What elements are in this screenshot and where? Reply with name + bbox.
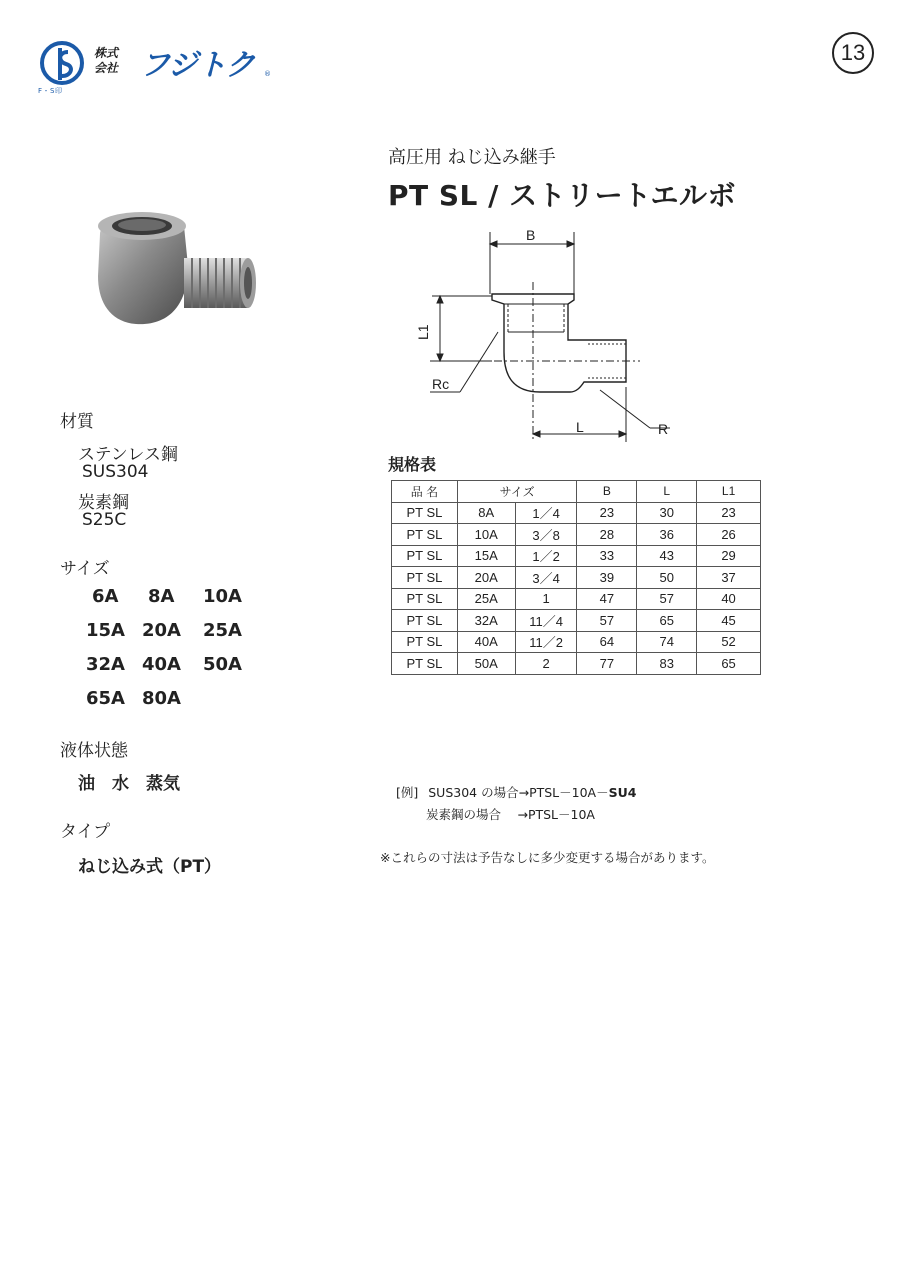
table-row: [392, 545, 761, 567]
cell-b: 28: [577, 524, 637, 546]
logo-caption: F・S印: [38, 87, 63, 95]
table-row: [392, 524, 761, 546]
example-line-1: [396, 782, 636, 804]
cell-size-inch: 1／2: [515, 545, 577, 567]
cell-b: 23: [577, 502, 637, 524]
example-line1-suffix: SU4: [608, 785, 637, 800]
table-row: [392, 653, 761, 675]
size-item: 80A: [142, 688, 181, 709]
product-title: PT SL / ストリートエルボ: [388, 179, 736, 212]
company-logo: [38, 40, 278, 100]
cell-size-a: 32A: [457, 610, 515, 632]
logo-name: フジトク: [140, 48, 255, 83]
example-line2-text: 炭素鋼の場合 →PTSL－10A: [426, 807, 595, 822]
material-stainless: ステンレス鋼: [78, 445, 178, 465]
cell-l: 36: [637, 524, 697, 546]
size-item: 20A: [142, 620, 181, 641]
cell-name: PT SL: [392, 610, 458, 632]
cell-size-a: 8A: [457, 502, 515, 524]
cell-size-a: 10A: [457, 524, 515, 546]
cell-l1: 37: [697, 567, 761, 589]
table-title: 規格表: [388, 455, 437, 474]
cell-size-a: 50A: [457, 653, 515, 675]
cell-l: 43: [637, 545, 697, 567]
disclaimer-note: ※これらの寸法は予告なしに多少変更する場合があります。: [380, 850, 715, 865]
table-row: [392, 502, 761, 524]
logo-corp-line2: 会社: [94, 61, 119, 75]
cell-l1: 40: [697, 588, 761, 610]
header-l: L: [637, 481, 697, 503]
cell-name: PT SL: [392, 545, 458, 567]
cell-l1: 29: [697, 545, 761, 567]
cell-l: 50: [637, 567, 697, 589]
cell-l: 30: [637, 502, 697, 524]
header-l1: L1: [697, 481, 761, 503]
cell-l: 57: [637, 588, 697, 610]
cell-b: 39: [577, 567, 637, 589]
fluid-heading: 液体状態: [60, 741, 128, 761]
size-item: 65A: [86, 688, 125, 709]
cell-name: PT SL: [392, 631, 458, 653]
size-heading: サイズ: [60, 559, 110, 579]
cell-l: 74: [637, 631, 697, 653]
material-stainless-grade: SUS304: [82, 462, 149, 482]
cell-size-inch: 3／8: [515, 524, 577, 546]
cell-l: 83: [637, 653, 697, 675]
cell-name: PT SL: [392, 588, 458, 610]
cell-l1: 23: [697, 502, 761, 524]
size-item: 50A: [203, 654, 242, 675]
logo-corp-line1: 株式: [94, 46, 119, 60]
cell-b: 33: [577, 545, 637, 567]
page-number: 13: [832, 32, 874, 74]
order-example: [396, 782, 636, 826]
size-item: 10A: [203, 586, 242, 607]
size-item: 32A: [86, 654, 125, 675]
example-line1-text: SUS304 の場合→PTSL－10A－: [428, 785, 609, 800]
table-header-row: [392, 481, 761, 503]
size-item: 15A: [86, 620, 125, 641]
fs-logo-icon: [38, 40, 86, 88]
spec-table: [391, 480, 761, 675]
cell-name: PT SL: [392, 567, 458, 589]
size-item: 8A: [148, 586, 175, 607]
cell-l1: 52: [697, 631, 761, 653]
cell-size-inch: 11／2: [515, 631, 577, 653]
table-row: [392, 610, 761, 632]
cell-l1: 65: [697, 653, 761, 675]
material-heading: 材質: [60, 412, 94, 432]
cell-name: PT SL: [392, 524, 458, 546]
header-name: 品 名: [392, 481, 458, 503]
cell-size-inch: 2: [515, 653, 577, 675]
header-size: サイズ: [457, 481, 577, 503]
table-row: [392, 588, 761, 610]
dimension-diagram: [400, 222, 700, 452]
registered-mark-icon: ®: [264, 70, 271, 78]
cell-size-a: 20A: [457, 567, 515, 589]
cell-size-inch: 1／4: [515, 502, 577, 524]
material-carbon: 炭素鋼: [78, 493, 129, 513]
cell-l1: 45: [697, 610, 761, 632]
label-r: R: [658, 421, 669, 437]
material-carbon-grade: S25C: [82, 510, 127, 530]
cell-name: PT SL: [392, 653, 458, 675]
type-heading: タイプ: [60, 822, 111, 842]
cell-size-a: 15A: [457, 545, 515, 567]
label-l: L: [576, 419, 584, 435]
example-label: [例]: [396, 785, 419, 800]
cell-size-a: 40A: [457, 631, 515, 653]
label-l1: L1: [415, 324, 431, 340]
cell-b: 57: [577, 610, 637, 632]
fluid-values: 油 水 蒸気: [78, 774, 180, 794]
size-item: 40A: [142, 654, 181, 675]
table-row: [392, 567, 761, 589]
size-item: 6A: [92, 586, 119, 607]
cell-size-inch: 3／4: [515, 567, 577, 589]
table-row: [392, 631, 761, 653]
label-b: B: [526, 227, 536, 243]
logo-corp-text: [94, 46, 118, 76]
cell-b: 77: [577, 653, 637, 675]
cell-l1: 26: [697, 524, 761, 546]
cell-b: 47: [577, 588, 637, 610]
cell-size-a: 25A: [457, 588, 515, 610]
product-photo: [88, 206, 268, 334]
cell-b: 64: [577, 631, 637, 653]
cell-size-inch: 11／4: [515, 610, 577, 632]
size-item: 25A: [203, 620, 242, 641]
header-b: B: [577, 481, 637, 503]
cell-size-inch: 1: [515, 588, 577, 610]
product-subtitle: 高圧用 ねじ込み継手: [388, 147, 556, 168]
label-rc: Rc: [432, 376, 450, 392]
cell-name: PT SL: [392, 502, 458, 524]
cell-l: 65: [637, 610, 697, 632]
type-value: ねじ込み式（PT）: [78, 857, 222, 877]
